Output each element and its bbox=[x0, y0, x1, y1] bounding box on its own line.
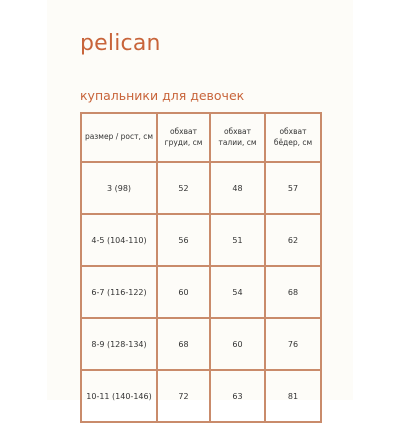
size-table bbox=[80, 112, 322, 423]
cell-hips: 81 bbox=[266, 371, 322, 423]
cell-hips: 57 bbox=[266, 163, 322, 215]
header-size-height: размер / рост, см bbox=[82, 114, 158, 163]
cell-chest: 72 bbox=[158, 371, 211, 423]
cell-chest: 52 bbox=[158, 163, 211, 215]
cell-hips: 68 bbox=[266, 267, 322, 319]
cell-size: 10-11 (140-146) bbox=[82, 371, 158, 423]
cell-hips: 76 bbox=[266, 319, 322, 371]
page-title: купальники для девочек bbox=[80, 88, 245, 103]
cell-chest: 68 bbox=[158, 319, 211, 371]
cell-chest: 56 bbox=[158, 215, 211, 267]
cell-waist: 48 bbox=[211, 163, 266, 215]
cell-waist: 63 bbox=[211, 371, 266, 423]
cell-waist: 51 bbox=[211, 215, 266, 267]
brand-logo: pelican bbox=[80, 31, 161, 56]
cell-size: 8-9 (128-134) bbox=[82, 319, 158, 371]
header-chest: обхват груди, см bbox=[158, 114, 211, 163]
table-header-row bbox=[82, 114, 322, 163]
cell-size: 6-7 (116-122) bbox=[82, 267, 158, 319]
cell-size: 4-5 (104-110) bbox=[82, 215, 158, 267]
cell-chest: 60 bbox=[158, 267, 211, 319]
table-row bbox=[82, 215, 322, 267]
header-hips: обхват бёдер, см bbox=[266, 114, 322, 163]
table-row bbox=[82, 267, 322, 319]
cell-size: 3 (98) bbox=[82, 163, 158, 215]
cell-hips: 62 bbox=[266, 215, 322, 267]
table-row bbox=[82, 371, 322, 423]
table-row bbox=[82, 163, 322, 215]
header-waist: обхват талии, см bbox=[211, 114, 266, 163]
cell-waist: 60 bbox=[211, 319, 266, 371]
table-row bbox=[82, 319, 322, 371]
cell-waist: 54 bbox=[211, 267, 266, 319]
